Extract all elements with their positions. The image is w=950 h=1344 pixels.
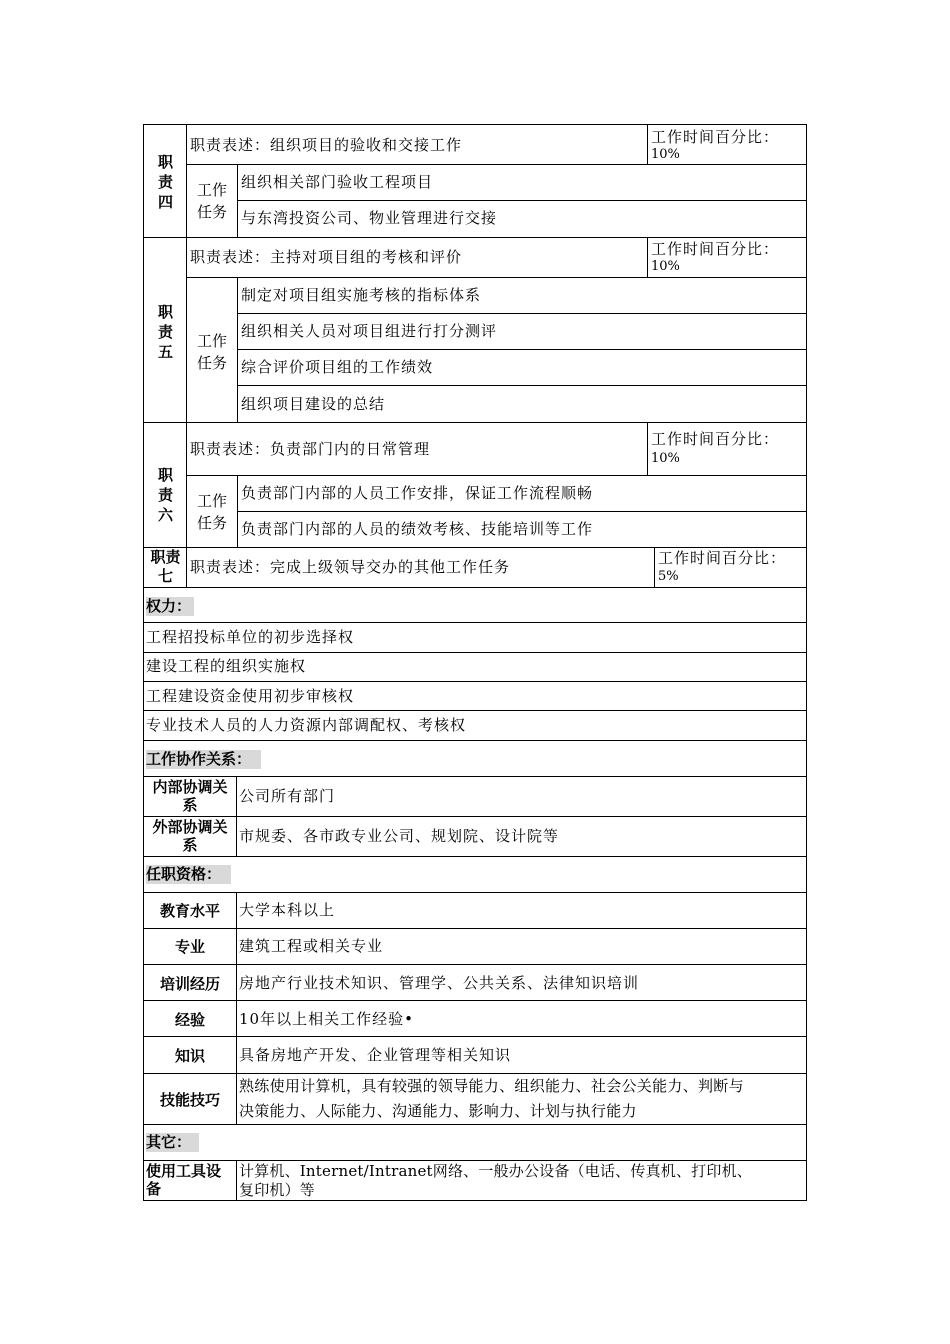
row-line <box>143 681 807 682</box>
relations-header: 工作协作关系： <box>146 750 261 769</box>
duty-7-time-label: 工作时间百分比： <box>658 549 787 567</box>
row-line <box>143 1200 807 1201</box>
duty-5-label: 职 责 五 <box>157 303 173 361</box>
time-divider <box>647 124 648 164</box>
internal-relation-value: 公司所有部门 <box>239 787 336 805</box>
row-line <box>143 776 807 777</box>
row-line <box>143 124 807 125</box>
row-line <box>143 740 807 741</box>
knowledge-value: 具备房地产开发、企业管理等相关知识 <box>239 1046 512 1064</box>
duty-7-statement: 职责表述：完成上级领导交办的其他工作任务 <box>190 558 511 576</box>
authority-item: 专业技术人员的人力资源内部调配权、考核权 <box>146 716 467 734</box>
duty-5-task: 组织项目建设的总结 <box>241 395 386 413</box>
row-line <box>143 1073 807 1074</box>
time-divider <box>647 237 648 277</box>
row-line <box>143 547 807 548</box>
duty-6-label: 职 责 六 <box>157 466 173 524</box>
row-line <box>143 237 807 238</box>
duty-7-label: 职责 七 <box>150 548 181 585</box>
table-border-right <box>806 124 807 1200</box>
time-divider <box>654 547 655 587</box>
knowledge-label: 知识 <box>174 1047 205 1065</box>
other-header: 其它： <box>146 1133 199 1152</box>
row-line <box>237 349 807 350</box>
authority-header: 权力： <box>146 597 194 616</box>
tools-label: 使用工具设 备 <box>146 1162 222 1198</box>
row-line <box>143 622 807 623</box>
skills-label: 技能技巧 <box>159 1091 220 1109</box>
row-line <box>143 856 807 857</box>
tools-value: 计算机、Internet/Intranet网络、一般办公设备（电话、传真机、打印机、 <box>239 1162 752 1180</box>
row-line <box>186 277 807 278</box>
duty-4-task: 组织相关部门验收工程项目 <box>241 173 434 191</box>
row-line <box>143 816 807 817</box>
duty-4-task-label: 工作 任务 <box>196 181 227 221</box>
authority-item: 建设工程的组织实施权 <box>146 657 307 675</box>
row-line <box>143 964 807 965</box>
external-relation-value: 市规委、各市政专业公司、规划院、设计院等 <box>239 827 560 845</box>
row-line <box>237 385 807 386</box>
qualifications-header: 任职资格： <box>146 865 231 884</box>
label-divider <box>236 1160 237 1200</box>
tools-value: 复印机）等 <box>239 1181 316 1199</box>
label-divider <box>236 892 237 1124</box>
row-line <box>143 587 807 588</box>
duty-6-time-label: 工作时间百分比： <box>651 430 780 448</box>
authority-item: 工程招投标单位的初步选择权 <box>146 628 355 646</box>
major-value: 建筑工程或相关专业 <box>239 937 384 955</box>
row-line <box>143 1036 807 1037</box>
internal-relation-label: 内部协调关 系 <box>152 778 228 814</box>
time-divider <box>647 422 648 475</box>
duty-6-task: 负责部门内部的人员的绩效考核、技能培训等工作 <box>241 520 594 538</box>
duty-4-label: 职 责 四 <box>157 153 173 211</box>
row-line <box>143 422 807 423</box>
experience-label: 经验 <box>174 1011 205 1029</box>
row-line <box>143 928 807 929</box>
row-line <box>186 164 807 165</box>
duty-6-statement: 职责表述：负责部门内的日常管理 <box>190 440 431 458</box>
table-border-left <box>143 124 144 1200</box>
row-line <box>237 200 807 201</box>
training-value: 房地产行业技术知识、管理学、公共关系、法律知识培训 <box>239 974 640 992</box>
row-line <box>143 1160 807 1161</box>
row-line <box>186 475 807 476</box>
duty-5-task: 综合评价项目组的工作绩效 <box>241 358 434 376</box>
duty-6-time-value: 10% <box>651 451 680 466</box>
duty-5-task-label: 工作 任务 <box>196 332 227 372</box>
education-value: 大学本科以上 <box>239 901 336 919</box>
row-line <box>237 511 807 512</box>
education-label: 教育水平 <box>159 902 220 920</box>
skills-value: 决策能力、人际能力、沟通能力、影响力、计划与执行能力 <box>239 1102 637 1120</box>
experience-value: 10年以上相关工作经验• <box>239 1010 414 1028</box>
authority-item: 工程建设资金使用初步审核权 <box>146 687 355 705</box>
row-line <box>143 892 807 893</box>
duty-5-statement: 职责表述：主持对项目组的考核和评价 <box>190 248 463 266</box>
row-line <box>143 1124 807 1125</box>
row-line <box>143 710 807 711</box>
duty-7-time-value: 5% <box>658 569 679 584</box>
duty-4-time-value: 10% <box>651 147 680 162</box>
duty-4-task: 与东湾投资公司、物业管理进行交接 <box>241 209 498 227</box>
duty-divider <box>186 124 187 587</box>
row-line <box>237 313 807 314</box>
major-label: 专业 <box>174 938 205 956</box>
duty-5-time-value: 10% <box>651 259 680 274</box>
duty-6-task: 负责部门内部的人员工作安排，保证工作流程顺畅 <box>241 484 594 502</box>
row-line <box>143 1000 807 1001</box>
duty-4-statement: 职责表述：组织项目的验收和交接工作 <box>190 136 463 154</box>
row-line <box>143 652 807 653</box>
duty-5-task: 组织相关人员对项目组进行打分测评 <box>241 322 498 340</box>
training-label: 培训经历 <box>159 975 220 993</box>
duty-6-task-label: 工作 任务 <box>196 492 227 532</box>
duty-4-time-label: 工作时间百分比： <box>651 128 780 146</box>
duty-5-time-label: 工作时间百分比： <box>651 240 780 258</box>
duty-5-task: 制定对项目组实施考核的指标体系 <box>241 286 482 304</box>
external-relation-label: 外部协调关 系 <box>152 818 228 854</box>
skills-value: 熟练使用计算机，具有较强的领导能力、组织能力、社会公关能力、判断与 <box>239 1077 744 1095</box>
